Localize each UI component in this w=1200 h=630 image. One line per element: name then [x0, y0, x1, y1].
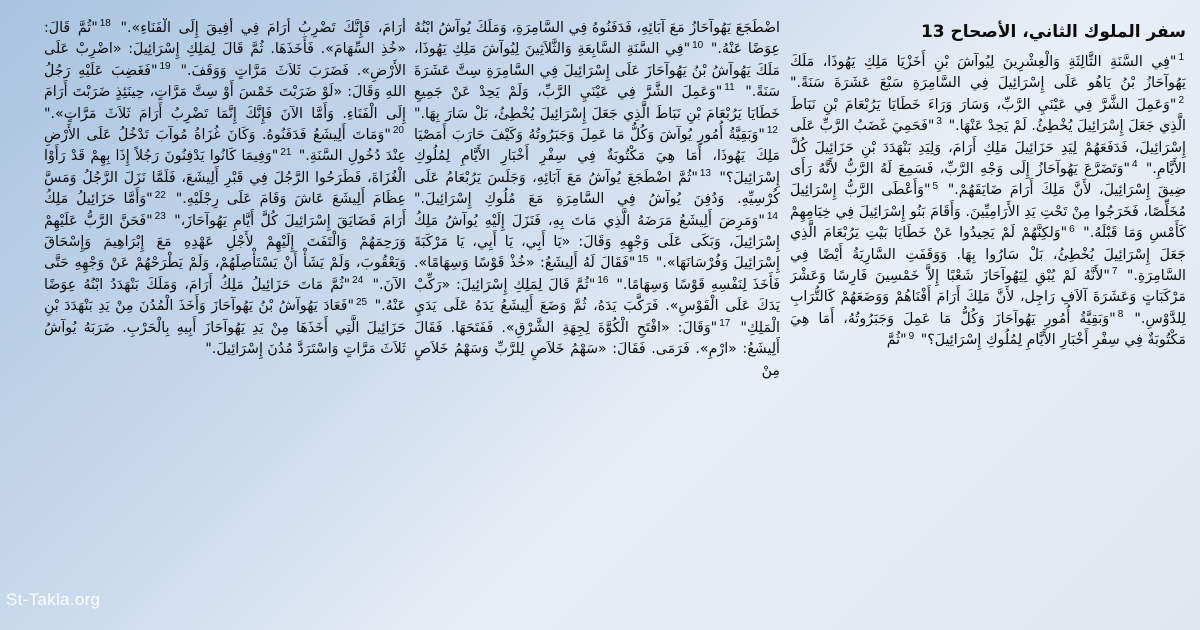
verse-text: "وَلكِنَّهُمْ لَمْ يَحِيدُوا عَنْ خَطَايَا بَيْتِ يَرُبْعَامَ الَّذِي جَعَلَ إِسْرَائِيلَ يُخْطِئُ، بَلْ سَارُوا بِهَا. وَوَقَفَتِ السَّارِيَةُ أَيْضًا فِي السَّامِرَةِ." [790, 225, 1186, 285]
verse-number: 9 [908, 330, 915, 342]
verse-number: 12 [766, 125, 778, 137]
verse-number: 16 [597, 275, 609, 287]
verse-number: 21 [280, 146, 292, 158]
verse-text: "وَبَقِيَّةُ أُمُورِ يُوآشَ وَكُلُّ مَا عَمِلَ وَجَبَرُوتُهُ وَكَيْفَ حَارَبَ أَمَصْيَا مَلِكَ يَهُوذَا، أَمَا هِيَ مَكْتُوبَةٌ فِي سِفْرِ أَخْبَارِ الأَيَّامِ لِمُلُوكِ إِسْرَائِيلَ؟" [414, 127, 780, 186]
verse-text: "فِي السَّنَةِ السَّابِعَةِ وَالثَّلاَثِينَ لِيُوآشَ مَلِكِ يَهُوذَا، مَلَكَ يَهُوآشُ بْنُ يَهُوآحَازَ عَلَى إِسْرَائِيلَ فِي السَّامِرَةِ سِتَّ عَشَرَةَ سَنَةً." [414, 41, 780, 101]
verses-column-3 [44, 18, 406, 361]
verse [790, 311, 1186, 348]
verse-number: 25 [356, 296, 368, 308]
verse [121, 20, 406, 36]
verses-column-2 [414, 18, 780, 382]
verse-text: "ثُمَّ [886, 332, 907, 349]
verse-text: "وَفِيمَا كَانُوا يَدْفِنُونَ رَجُلاً إِذَا بِهِمْ قَدْ رَأَوْا الْغُزَاةَ، فَطَرَحُوا الرَّجُلَ فِي قَبْرِ أَلِيشَعَ، فَلَمَّا نَزَلَ الرَّجُلُ وَمَسَّ عِظَامَ أَلِيشَعَ عَاشَ وَقَامَ عَلَى رِجْلَيْهِ." [44, 148, 406, 208]
verse-text: "فَقَالَ لَهُ أَلِيشَعُ: «خُذْ قَوْسًا وَسِهَامًا». فَأَخَذَ لِنَفْسِهِ قَوْسًا وَسِهَامًا." [414, 255, 780, 293]
verse-text: "فَغَضِبَ عَلَيْهِ رَجُلُ اللهِ وَقَالَ: «لَوْ ضَرَبْتَ خَمْسَ أَوْ سِتَّ مَرَّاتٍ، حِينَئِذٍ ضَرَبْتَ أَرَامَ إِلَى الْفَنَاءِ. وَأَمَّا الآنَ فَإِنَّكَ إِنَّمَا تَضْرِبُ أَرَامَ ثَلاَثَ مَرَّاتٍ»." [44, 62, 406, 122]
verses-column-1 [790, 52, 1186, 352]
verse-number: 3 [936, 116, 942, 128]
verse-number: 13 [699, 168, 711, 180]
verse-number: 5 [932, 180, 939, 192]
verse-text: "وَأَمَّا حَزَائِيلُ مَلِكُ أَرَامَ فَضَايَقَ إِسْرَائِيلَ كُلَّ أَيَّامِ يَهُوآحَازَ،" [44, 191, 406, 229]
text-column-3 [44, 18, 406, 618]
verse-text: "وَعَمِلَ الشَّرَّ فِي عَيْنَيِ الرَّبِّ، وَسَارَ وَرَاءَ خَطَايَا يَرُبْعَامَ بْنِ نَبَاطَ الَّذِي جَعَلَ إِسْرَائِيلَ يُخْطِئُ. لَمْ يَحِدْ عَنْهَا." [790, 96, 1186, 135]
verse-number: 23 [154, 210, 166, 222]
verse-number: 2 [1178, 95, 1184, 107]
verse-text: "فَعَادَ يَهُوآشُ بْنُ يَهُوآحَازَ وَأَخَذَ الْمُدُنَ مِنْ يَدِ بَنْهَدَدَ بْنِ حَزَائِيلَ الَّتِي أَخَذَهَا مِنْ يَدِ يَهُوآحَازَ أَبِيهِ بِالْحَرْبِ. ضَرَبَهُ يُوآشُ ثَلاَثَ مَرَّاتٍ وَاسْتَرَدَّ مُدُنَ إِسْرَائِيلَ." [44, 298, 406, 358]
verse-text: "وَمَاتَ أَلِيشَعُ فَدَفَنُوهُ. وَكَانَ غُزَاةُ مُوآبَ تَدْخُلُ عَلَى الأَرْضِ عِنْدَ دُخُولِ السَّنَةِ." [44, 127, 406, 165]
verse [44, 298, 406, 357]
verse-text: "ثُمَّ قَالَ لِمَلِكِ إِسْرَائِيلَ: «رَكِّبْ يَدَكَ عَلَى الْقَوْسِ». فَرَكَّبَ يَدَهُ، ثُمَّ وَضَعَ أَلِيشَعُ يَدَهُ عَلَى يَدَيِ الْمَلِكِ" [414, 276, 780, 336]
verse-number: 14 [766, 210, 778, 222]
verse-number: 4 [1131, 159, 1138, 171]
verse-number: 24 [352, 275, 364, 287]
verse-number: 17 [719, 317, 731, 329]
verse-text: "فَحَمِيَ غَضَبُ الرَّبِّ عَلَى إِسْرَائِيلَ، فَدَفَعَهُمْ لِيَدِ حَزَائِيلَ مَلِكِ أَرَامَ، وَلِيَدِ بَنْهَدَدَ بْنِ حَزَائِيلَ كُلَّ الأَيَّامِ." [790, 118, 1186, 178]
verse-text: "لأَنَّهُ لَمْ يُبْقِ لِيَهُوآحَازَ شَعْبًا إِلاَّ خَمْسِينَ فَارِسًا وَعَشْرَ مَرْكَبَاتٍ وَعَشَرَةَ آلاَفِ رَاجِل، لأَنَّ مَلِكَ أَرَامَ أَفْنَاهُمْ وَوَضَعَهُمْ كَالتُّرَابِ لِلدَّوْسِ." [790, 268, 1186, 327]
verse-text: "وَعَمِلَ الشَّرَّ فِي عَيْنَيِ الرَّبِّ، وَلَمْ يَحِدْ عَنْ جَمِيعِ خَطَايَا يَرُبْعَامَ بْنِ نَبَاطَ الَّذِي جَعَلَ إِسْرَائِيلَ يُخْطِئُ، بَلْ سَارَ بِهَا." [414, 84, 780, 122]
verse-text: "وَبَقِيَّةُ أُمُورِ يَهُوآحَازَ وَكُلُّ مَا عَمِلَ وَجَبَرُوتُهُ، أَمَا هِيَ مَكْتُوبَةٌ فِي سِفْرِ أَخْبَارِ الأَيَّامِ لِمُلُوكِ إِسْرَائِيلَ؟" [790, 310, 1186, 349]
verse [790, 54, 1186, 91]
verse [414, 84, 780, 121]
verse-number: 22 [154, 189, 166, 201]
text-column-2 [414, 18, 780, 618]
verse-text: "وَمَرِضَ أَلِيشَعُ مَرَضَهُ الَّذِي مَاتَ بِهِ، فَنَزَلَ إِلَيْهِ يُوآشُ مَلِكُ إِسْرَائِيلَ، وَبَكَى عَلَى وَجْهِهِ وَقَالَ: «يَا أَبِي، يَا أَبِي، يَا مَرْكَبَةَ إِسْرَائِيلَ وَفُرْسَانَهَا»." [414, 212, 780, 272]
verse-text: "ثُمَّ مَاتَ حَزَائِيلُ مَلِكُ أَرَامَ، وَمَلَكَ بَنْهَدَدُ ابْنُهُ عِوَضًا عَنْهُ." [44, 276, 406, 315]
verse-text: "وَتَضَرَّعَ يَهُوآحَازُ إِلَى وَجْهِ الرَّبِّ، فَسَمِعَ لَهُ الرَّبُّ لأَنَّهُ رَأَى ضِيقَ إِسْرَائِيلَ، لأَنَّ مَلِكَ أَرَامَ ضَايَقَهُمْ." [790, 161, 1186, 199]
verse-text: "ثُمَّ اضْطَجَعَ يُوآشُ مَعَ آبَائِهِ، وَجَلَسَ يَرُبْعَامُ عَلَى كُرْسِيِّهِ. وَدُفِنَ يُوآشُ فِي السَّامِرَةِ مَعَ مُلُوكِ إِسْرَائِيلَ." [414, 169, 780, 208]
verse-text: "وَأَعْطَى الرَّبُّ إِسْرَائِيلَ مُخَلِّصًا، فَخَرَجُوا مِنْ تَحْتِ يَدِ الأَرَامِيِّينَ. وَأَقَامَ بَنُو إِسْرَائِيلَ فِي خِيَامِهِمْ كَأَمْسِ وَمَا قَبْلَهُ." [790, 182, 1186, 242]
verse-text: اضْطَجَعَ يَهُوآحَازُ مَعَ آبَائِهِ، فَدَفَنُوهُ فِي السَّامِرَةِ، وَمَلَكَ يُوآشُ ابْنُهُ عِوَضًا عَنْهُ." [414, 20, 780, 58]
site-watermark: St-Takla.org [6, 590, 101, 609]
verse-number: 6 [1069, 223, 1075, 235]
verse-number: 20 [392, 125, 404, 137]
verse-number: 8 [1117, 309, 1124, 321]
verse [887, 332, 916, 348]
text-column-1 [790, 18, 1186, 618]
verse [414, 317, 780, 379]
verse-number: 11 [724, 82, 735, 94]
verse-number: 18 [99, 18, 111, 30]
verse-number: 19 [159, 61, 171, 73]
chapter-heading: سفر الملوك الثاني، الأصحاح 13 [920, 22, 1186, 42]
verse-text: "فِي السَّنَةِ الثَّالِثَةِ وَالْعِشْرِينَ لِيُوآشَ بْنِ أَخَزْيَا مَلِكِ يَهُوذَا، مَلَكَ يَهُوآحَازُ بْنُ يَاهُو عَلَى إِسْرَائِيلَ فِي السَّامِرَةِ سَبْعَ عَشَرَةَ سَنَةً." [790, 54, 1186, 92]
verse-text: أَرَامَ، فَإِنَّكَ تَضْرِبُ أَرَامَ فِي أَفِيقَ إِلَى الْفَنَاءِ»." [120, 20, 406, 36]
verse-text: "فَحَنَّ الرَّبُّ عَلَيْهِمْ وَرَحِمَهُمْ وَالْتَفَتَ إِلَيْهِمْ لأَجْلِ عَهْدِهِ مَعَ إِبْرَاهِيمَ وَإِسْحَاقَ وَيَعْقُوبَ، وَلَمْ يَشَأْ أَنْ يَسْتَأْصِلَهُمْ، وَلَمْ يَطْرَحْهُمْ عَنْ وَجْهِهِ حَتَّى الآنَ." [44, 212, 406, 293]
verse-number: 7 [1111, 266, 1118, 278]
verse-number: 10 [692, 39, 704, 51]
verse-text: "وَقَالَ: «افْتَحِ الْكُوَّةَ لِجِهَةِ الشَّرْقِ». فَفَتَحَهَا. فَقَالَ أَلِيشَعُ: «ارْمِ». فَرَمَى. فَقَالَ: «سَهْمُ خَلاَصٍ لِلرَّبِّ وَسَهْمُ خَلاَصٍ مِنْ [414, 319, 780, 379]
verse-text: "ثُمَّ قَالَ: «خُذِ السِّهَامَ». فَأَخَذَهَا. ثُمَّ قَالَ لِمَلِكِ إِسْرَائِيلَ: «اضْرِبْ عَلَى الأَرْضِ». فَضَرَبَ ثَلاَثَ مَرَّاتٍ وَوَقَفَ." [44, 20, 406, 79]
verse-number: 1 [1178, 52, 1184, 64]
verse-number: 15 [637, 253, 649, 265]
